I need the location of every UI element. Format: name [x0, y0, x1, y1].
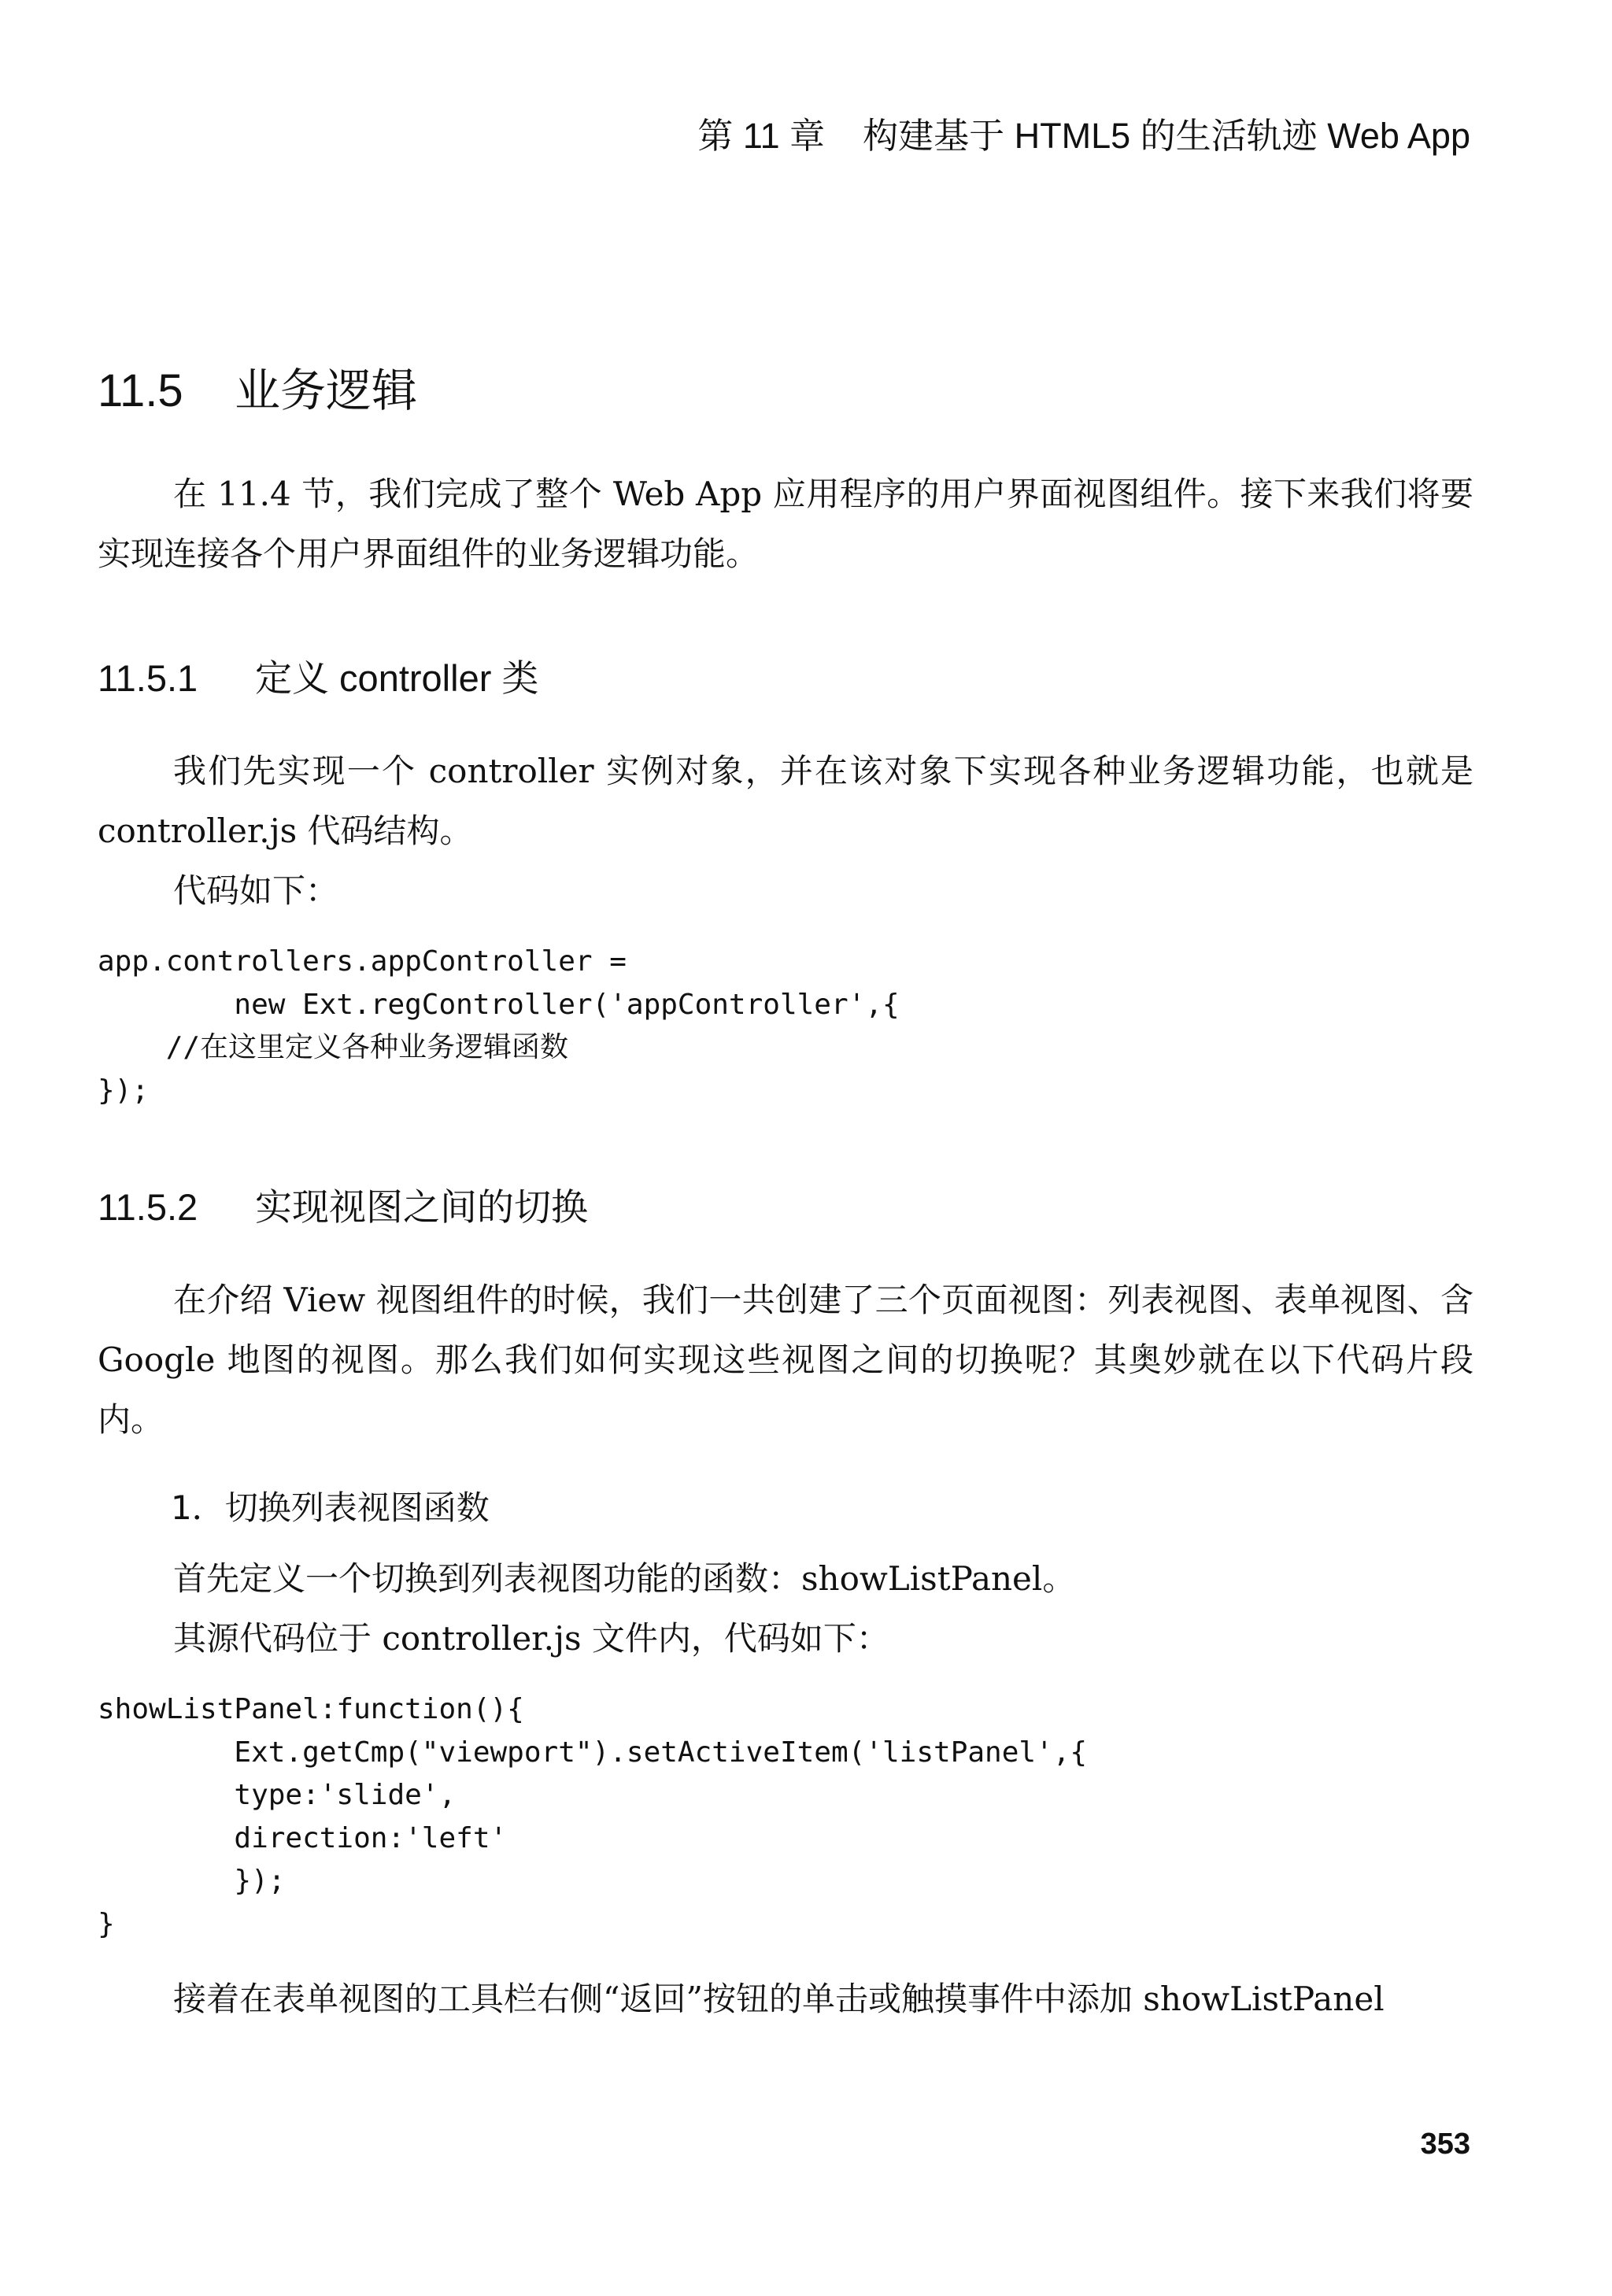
page-number: 353 — [1420, 2128, 1470, 2161]
section-title: 业务逻辑 — [235, 365, 418, 416]
section-intro-paragraph: 在 11.4 节，我们完成了整个 Web App 应用程序的用户界面视图组件。接下来我们将要实现连接各个用户界面组件的业务逻辑功能。 — [98, 475, 1473, 573]
section-heading — [98, 364, 417, 419]
view-switch-paragraph: 在介绍 View 视图组件的时候，我们一共创建了三个页面视图：列表视图、表单视图、含 Google 地图的视图。那么我们如何实现这些视图之间的切换呢？其奥妙就在以下代码片段内。 — [98, 1281, 1473, 1439]
show-list-panel-text: 首先定义一个切换到列表视图功能的函数：showListPanel。 — [173, 1559, 1076, 1598]
back-button-paragraph: 接着在表单视图的工具栏右侧“返回”按钮的单击或触摸事件中添加 showListPanel — [173, 1980, 1385, 2018]
subsection-title-1: 定义 controller 类 — [255, 657, 539, 699]
code-intro-text-1: 代码如下： — [173, 871, 339, 910]
code-block-controller: app.controllers.appController = new Ext.regController('appController',{ //在这里定义各种业务逻辑函数 }); — [98, 945, 900, 1107]
subsection-title-2: 实现视图之间的切换 — [255, 1186, 588, 1228]
subsection-number-2: 11.5.2 — [98, 1186, 198, 1228]
item-heading-1: 1．切换列表视图函数 — [171, 1488, 490, 1527]
section-number: 11.5 — [98, 365, 183, 416]
chapter-title: 构建基于 HTML5 的生活轨迹 Web App — [863, 116, 1470, 156]
code-block-show-list-panel: showListPanel:function(){ Ext.getCmp("viewport").setActiveItem('listPanel',{ type:'slide', direction:'left' }); } — [98, 1693, 1088, 1940]
running-header — [697, 114, 1470, 158]
source-location-text: 其源代码位于 controller.js 文件内，代码如下： — [173, 1619, 889, 1658]
controller-paragraph: 我们先实现一个 controller 实例对象，并在该对象下实现各种业务逻辑功能，也就是 controller.js 代码结构。 — [98, 752, 1473, 850]
subsection-heading-2 — [98, 1184, 588, 1231]
subsection-number-1: 11.5.1 — [98, 657, 198, 699]
subsection-heading-1 — [98, 655, 538, 702]
chapter-label: 第 11 章 — [697, 116, 826, 156]
